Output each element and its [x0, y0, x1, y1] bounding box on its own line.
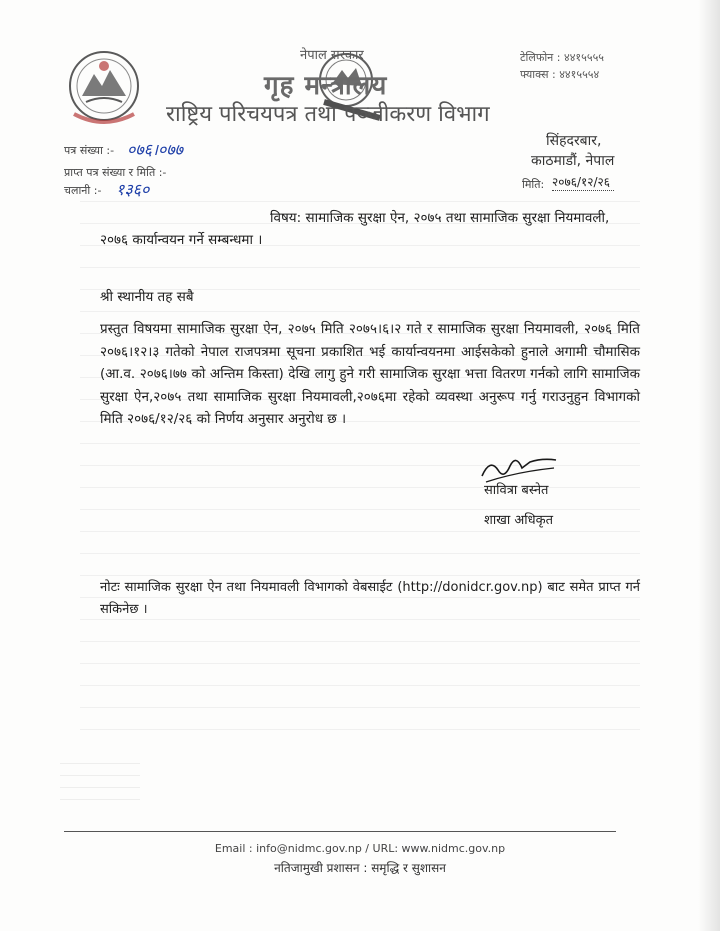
footer-divider	[64, 831, 616, 832]
phone-number: टेलिफोन : ४४१५५५५	[520, 51, 605, 64]
letter-body: प्रस्तुत विषयमा सामाजिक सुरक्षा ऐन, २०७५ मिति २०७५।६।२ गते र सामाजिक सुरक्षा नियमावली, २०७६ मिति २०७६।१२।३ गतेको नेपाल राजपत्रमा सूचना प्रकाशित भई कार्यान्वयनमा आईसकेको हुनाले अगामी चौमासिक (आ.व. २०७६।७७ को अन्तिम किस्ता) देखि लागु हुने गरी सामाजिक सुरक्षा भत्ता वितरण गर्नको लागि सामाजिक सुरक्षा ऐन,२०७५ तथा सामाजिक सुरक्षा नियमावली,२०७६मा रहेको व्यवस्था अनुरूप गर्नु गराउनुहुन विभागको मिति २०७६/१२/२६ को निर्णय अनुसार अनुरोध छ ।	[100, 321, 640, 427]
address-line-2: काठमाडौं, नेपाल	[531, 153, 615, 169]
department-name: राष्ट्रिय परिचयपत्र तथा पञ्जीकरण विभाग	[166, 102, 490, 127]
nepal-emblem-icon	[64, 44, 144, 134]
signer-name: सावित्रा बस्नेत	[484, 483, 549, 498]
signer-designation: शाखा अधिकृत	[484, 513, 554, 528]
ministry-name: गृह मन्त्रालय	[264, 71, 388, 101]
footer-motto: नतिजामुखी प्रशासन : समृद्धि र सुशासन	[274, 861, 446, 875]
date-value: २०७६/१२/२६	[552, 173, 614, 191]
address-line-1: सिंहदरबार,	[546, 133, 602, 149]
date-label: मिति:	[522, 178, 545, 191]
footer-contact: Email : info@nidmc.gov.np / URL: www.nidmc.gov.np	[214, 842, 506, 855]
dispatch-number-value: १३६०	[116, 180, 150, 199]
page-edge-shadow	[698, 0, 720, 931]
subject-line: विषय: सामाजिक सुरक्षा ऐन, २०७५ तथा सामाजिक सुरक्षा नियमावली, २०७६ कार्यान्वयन गर्ने सम्बन्धमा ।	[100, 210, 610, 248]
dispatch-label: चलानी :-	[64, 184, 102, 197]
bleed-through-stamp	[60, 760, 140, 800]
fax-number: फ्याक्स : ४४१५५५४	[520, 68, 600, 81]
letter-number-label: पत्र संख्या :-	[64, 144, 115, 157]
letter-number-value: ०७६।०७७	[127, 140, 183, 159]
gov-name: नेपाल सरकार	[300, 48, 364, 63]
salutation: श्री स्थानीय तह सबै	[100, 289, 194, 305]
note-text: नोटः सामाजिक सुरक्षा ऐन तथा नियमावली विभागको वेबसाईट (http://donidcr.gov.np) बाट समेत प्राप्त गर्न सकिनेछ ।	[100, 580, 640, 617]
received-letter-label: प्राप्त पत्र संख्या र मिति :-	[64, 166, 167, 179]
